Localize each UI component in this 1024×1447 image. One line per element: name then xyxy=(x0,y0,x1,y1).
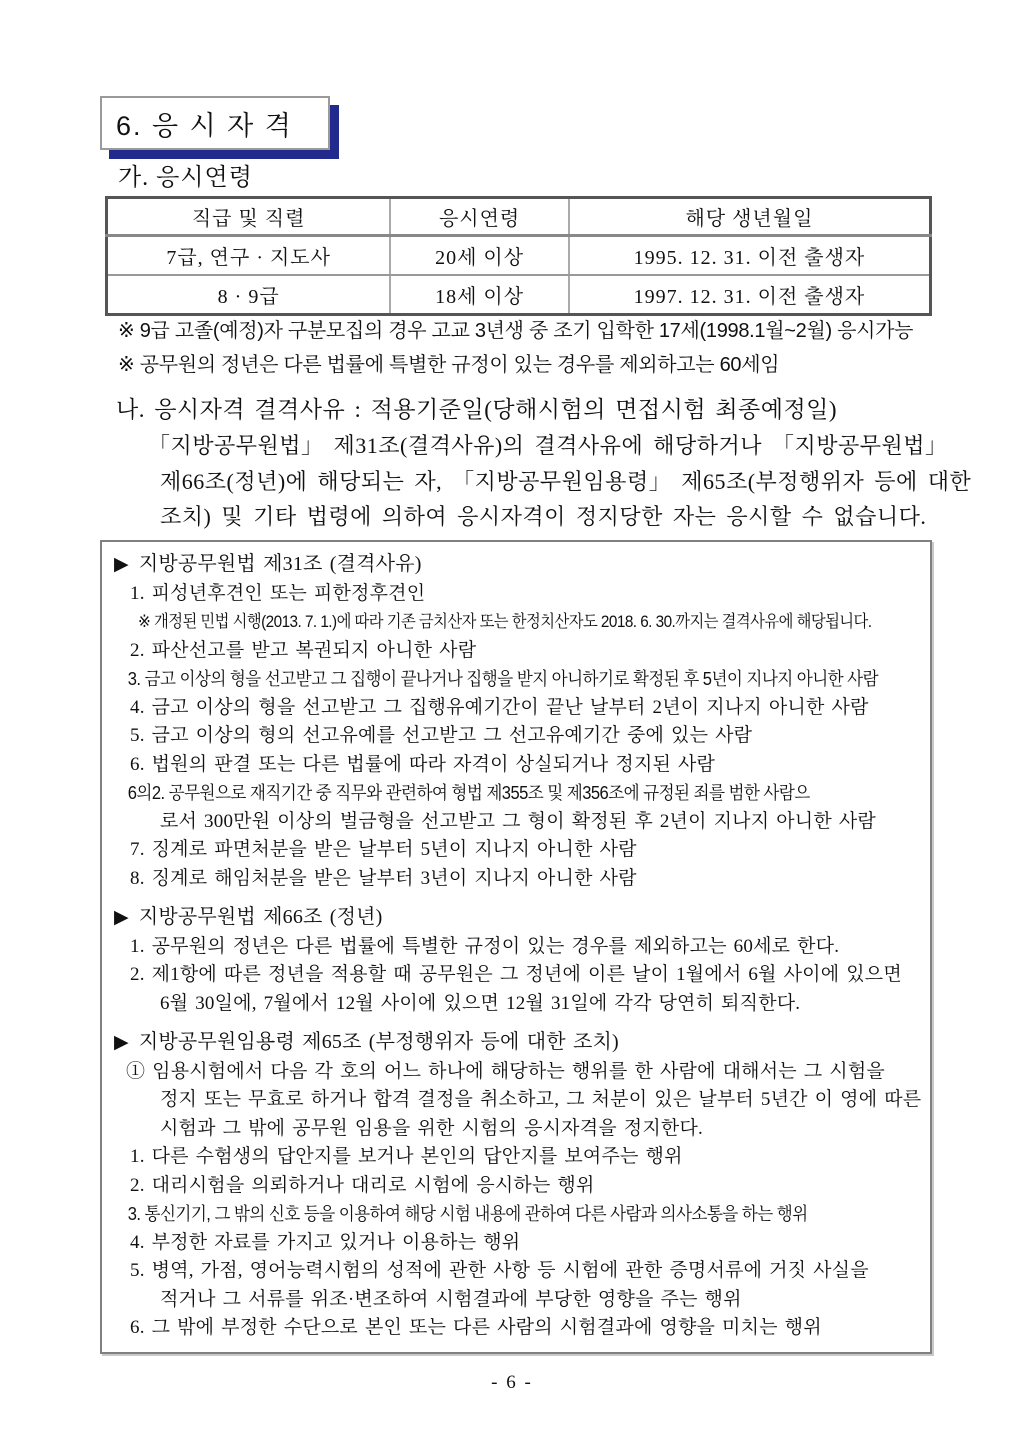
law-line-note: ※ 개정된 민법 시행(2013. 7. 1.)에 따라 기존 금치산자 또는 한정치산자도 2018. 6. 30.까지는 결격사유에 해당됩니다. xyxy=(138,612,872,631)
triangle-bullet-icon: ▶ xyxy=(114,554,129,575)
law-section-heading xyxy=(102,550,930,580)
paragraph-line: 제66조(정년)에 해당되는 자, 「지방공무원임용령」 제65조(부정행위자 등에 대한 xyxy=(160,468,972,494)
law-line: 1. 공무원의 정년은 다른 법률에 특별한 규정이 있는 경우를 제외하고는 60세로 한다. xyxy=(130,935,840,957)
heading-exam-age: 가. 응시연령 xyxy=(118,165,253,191)
disqualification-paragraph xyxy=(148,428,972,535)
law-line: ① 임용시험에서 다음 각 호의 어느 하나에 해당하는 행위를 한 사람에 대해서는 그 시험을 xyxy=(126,1060,885,1082)
law-line: 7. 징계로 파면처분을 받은 날부터 5년이 지나지 아니한 사람 xyxy=(130,839,637,860)
law-line: 적거나 그 서류를 위조·변조하여 시험결과에 부당한 영향을 주는 행위 xyxy=(160,1288,742,1310)
law-line: 6. 법원의 판결 또는 다른 법률에 따라 자격이 상실되거나 정지된 사람 xyxy=(130,753,716,775)
law-line: 2. 파산선고를 받고 복권되지 아니한 사람 xyxy=(130,639,477,661)
law-line: 6의2. 공무원으로 재직기간 중 직무와 관련하여 형법 제355조 및 제356조에 규정된 죄를 범한 사람으 xyxy=(127,783,810,803)
paragraph-line: 조치) 및 기타 법령에 의하여 응시자격이 정지당한 자는 응시할 수 없습니다. xyxy=(160,504,927,529)
table-row xyxy=(107,275,931,315)
age-table xyxy=(105,196,932,316)
table-cell: 1995. 12. 31. 이전 출생자 xyxy=(569,236,931,276)
table-cell: 7급, 연구 · 지도사 xyxy=(107,236,391,276)
law-line: 5. 병역, 가점, 영어능력시험의 성적에 관한 사항 등 시험에 관한 증명서류에 거짓 사실을 xyxy=(130,1260,869,1281)
law-section-title: 지방공무원법 제31조 (결격사유) xyxy=(138,553,422,575)
law-section-heading xyxy=(102,1028,930,1058)
law-line: 2. 제1항에 따른 정년을 적용할 때 공무원은 그 정년에 이른 날이 1월에서 6월 사이에 있으면 xyxy=(130,964,902,985)
note-line: ※ 공무원의 정년은 다른 법률에 특별한 규정이 있는 경우를 제외하고는 60세임 xyxy=(118,354,780,376)
law-line: 1. 피성년후견인 또는 피한정후견인 xyxy=(130,582,426,604)
table-cell: 8 · 9급 xyxy=(107,275,391,315)
section-title-box xyxy=(100,96,330,150)
triangle-bullet-icon: ▶ xyxy=(114,1032,129,1053)
paragraph-line: 「지방공무원법」 제31조(결격사유)의 결격사유에 해당하거나 「지방공무원법」 xyxy=(148,433,948,458)
law-section-title: 지방공무원임용령 제65조 (부정행위자 등에 대한 조치) xyxy=(138,1031,619,1053)
page-number: - 6 - xyxy=(491,1372,533,1393)
table-cell: 1997. 12. 31. 이전 출생자 xyxy=(569,275,931,315)
law-line: 6. 그 밖에 부정한 수단으로 본인 또는 다른 사람의 시험결과에 영향을 미치는 행위 xyxy=(130,1317,822,1338)
law-section-title: 지방공무원법 제66조 (정년) xyxy=(138,906,383,928)
triangle-bullet-icon: ▶ xyxy=(114,907,129,928)
law-reference-box xyxy=(100,540,932,1354)
table-cell: 20세 이상 xyxy=(390,236,569,276)
table-header-cell: 해당 생년월일 xyxy=(569,198,931,236)
law-line: 2. 대리시험을 의뢰하거나 대리로 시험에 응시하는 행위 xyxy=(130,1174,595,1196)
section-title: 6. 응 시 자 격 xyxy=(116,110,293,141)
table-row xyxy=(107,236,931,276)
law-line: 로서 300만원 이상의 벌금형을 선고받고 그 형이 확정된 후 2년이 지나지 아니한 사람 xyxy=(160,810,876,832)
table-notes xyxy=(118,314,930,382)
law-line: 정지 또는 무효로 하거나 합격 결정을 취소하고, 그 처분이 있은 날부터 5년간 이 영에 따른 xyxy=(160,1089,922,1110)
heading-disqualification: 나. 응시자격 결격사유 : 적용기준일(당해시험의 면접시험 최종예정일) xyxy=(116,397,838,422)
note-line: ※ 9급 고졸(예정)자 구분모집의 경우 고교 3년생 중 조기 입학한 17세(1998.1월~2월) 응시가능 xyxy=(118,320,914,342)
law-line: 3. 금고 이상의 형을 선고받고 그 집행이 끝나거나 집행을 받지 아니하기로 확정된 후 5년이 지나지 아니한 사람 xyxy=(127,669,879,689)
law-line: 4. 금고 이상의 형을 선고받고 그 집행유예기간이 끝난 날부터 2년이 지나지 아니한 사람 xyxy=(130,696,869,718)
law-section-article65 xyxy=(102,1028,930,1343)
law-line: 4. 부정한 자료를 가지고 있거나 이용하는 행위 xyxy=(130,1231,521,1253)
law-line: 6월 30일에, 7월에서 12월 사이에 있으면 12월 31일에 각각 당연히 퇴직한다. xyxy=(160,992,801,1014)
law-line: 1. 다른 수험생의 답안지를 보거나 본인의 답안지를 보여주는 행위 xyxy=(130,1146,683,1167)
law-section-article31 xyxy=(102,550,930,893)
law-section-article66 xyxy=(102,903,930,1018)
table-header-row xyxy=(107,198,931,236)
table-header-cell: 직급 및 직렬 xyxy=(107,198,391,236)
law-line: 8. 징계로 해임처분을 받은 날부터 3년이 지나지 아니한 사람 xyxy=(130,867,637,889)
law-line: 시험과 그 밖에 공무원 임용을 위한 시험의 응시자격을 정지한다. xyxy=(160,1117,703,1139)
law-section-heading xyxy=(102,903,930,933)
law-line: 5. 금고 이상의 형의 선고유예를 선고받고 그 선고유예기간 중에 있는 사람 xyxy=(130,725,753,746)
table-cell: 18세 이상 xyxy=(390,275,569,315)
table-header-cell: 응시연령 xyxy=(390,198,569,236)
law-line: 3. 통신기기, 그 밖의 신호 등을 이용하여 해당 시험 내용에 관하여 다른 사람과 의사소통을 하는 행위 xyxy=(127,1204,808,1224)
